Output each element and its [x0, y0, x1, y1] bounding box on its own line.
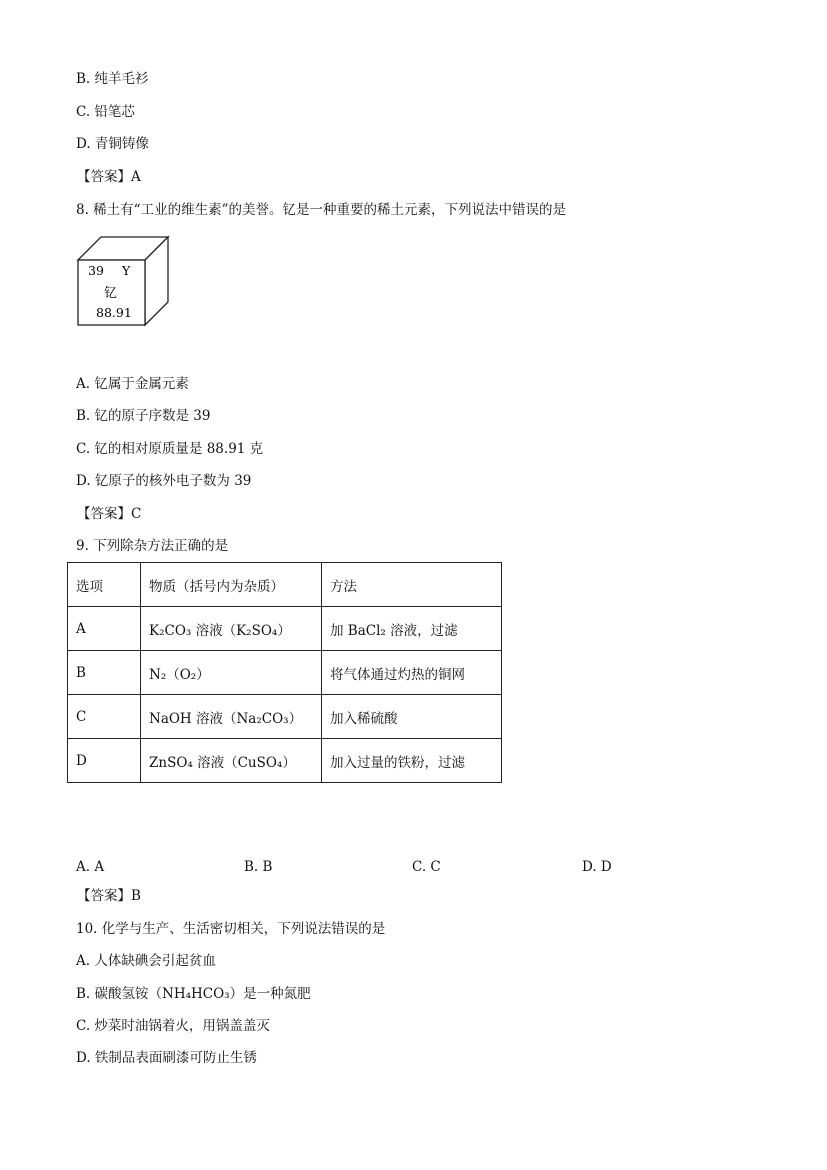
q8-option-c: C. 钇的相对原质量是 88.91 克 [76, 441, 264, 457]
q10-option-b: B. 碳酸氢铵（NH₄HCO₃）是一种氮肥 [76, 986, 311, 1002]
table-cell: K₂CO₃ 溶液（K₂SO₄） [141, 607, 322, 651]
q9-choice-a: A. A [76, 859, 105, 875]
table-header-cell: 选项 [68, 563, 141, 607]
element-name: 钇 [104, 286, 118, 301]
q9-choice-c: C. C [412, 859, 441, 875]
element-cube-figure [76, 235, 171, 330]
table-cell: A [68, 607, 141, 651]
q7-answer: 【答案】A [77, 169, 141, 185]
table-cell: N₂（O₂） [141, 651, 322, 695]
table-row [68, 607, 502, 651]
table-cell: 加入过量的铁粉，过滤 [322, 739, 502, 783]
table-cell: 将气体通过灼热的铜网 [322, 651, 502, 695]
table-header-cell: 物质（括号内为杂质） [141, 563, 322, 607]
q9-choice-d: D. D [582, 859, 612, 875]
q7-option-d: D. 青铜铸像 [76, 136, 149, 152]
q10-option-a: A. 人体缺碘会引起贫血 [76, 953, 216, 969]
q9-answer: 【答案】B [77, 888, 141, 904]
table-row [68, 695, 502, 739]
q10-option-c: C. 炒菜时油锅着火，用锅盖盖灭 [76, 1018, 270, 1034]
table-row [68, 651, 502, 695]
q8-option-b: B. 钇的原子序数是 39 [76, 408, 211, 424]
table-row [68, 739, 502, 783]
table-cell: 加入稀硫酸 [322, 695, 502, 739]
table-cell: ZnSO₄ 溶液（CuSO₄） [141, 739, 322, 783]
q9-options-table [67, 562, 502, 783]
element-atomic-mass: 88.91 [96, 305, 132, 320]
q9-stem: 9. 下列除杂方法正确的是 [76, 538, 229, 554]
table-header-cell: 方法 [322, 563, 502, 607]
element-symbol: Y [122, 263, 131, 278]
q8-answer: 【答案】C [77, 506, 142, 522]
q10-option-d: D. 铁制品表面刷漆可防止生锈 [76, 1050, 257, 1066]
q9-choice-b: B. B [244, 859, 273, 875]
element-atomic-number: 39 [88, 263, 104, 278]
q8-stem: 8. 稀土有“工业的维生素”的美誉。钇是一种重要的稀土元素，下列说法中错误的是 [76, 202, 566, 218]
q7-option-c: C. 铅笔芯 [76, 104, 135, 120]
q7-option-b: B. 纯羊毛衫 [76, 71, 149, 87]
q8-option-a: A. 钇属于金属元素 [76, 376, 189, 392]
table-header-row [68, 563, 502, 607]
table-cell: NaOH 溶液（Na₂CO₃） [141, 695, 322, 739]
table-cell: C [68, 695, 141, 739]
table-cell: 加 BaCl₂ 溶液，过滤 [322, 607, 502, 651]
table-cell: D [68, 739, 141, 783]
q10-stem: 10. 化学与生产、生活密切相关，下列说法错误的是 [76, 921, 386, 937]
q8-option-d: D. 钇原子的核外电子数为 39 [76, 473, 252, 489]
table-cell: B [68, 651, 141, 695]
